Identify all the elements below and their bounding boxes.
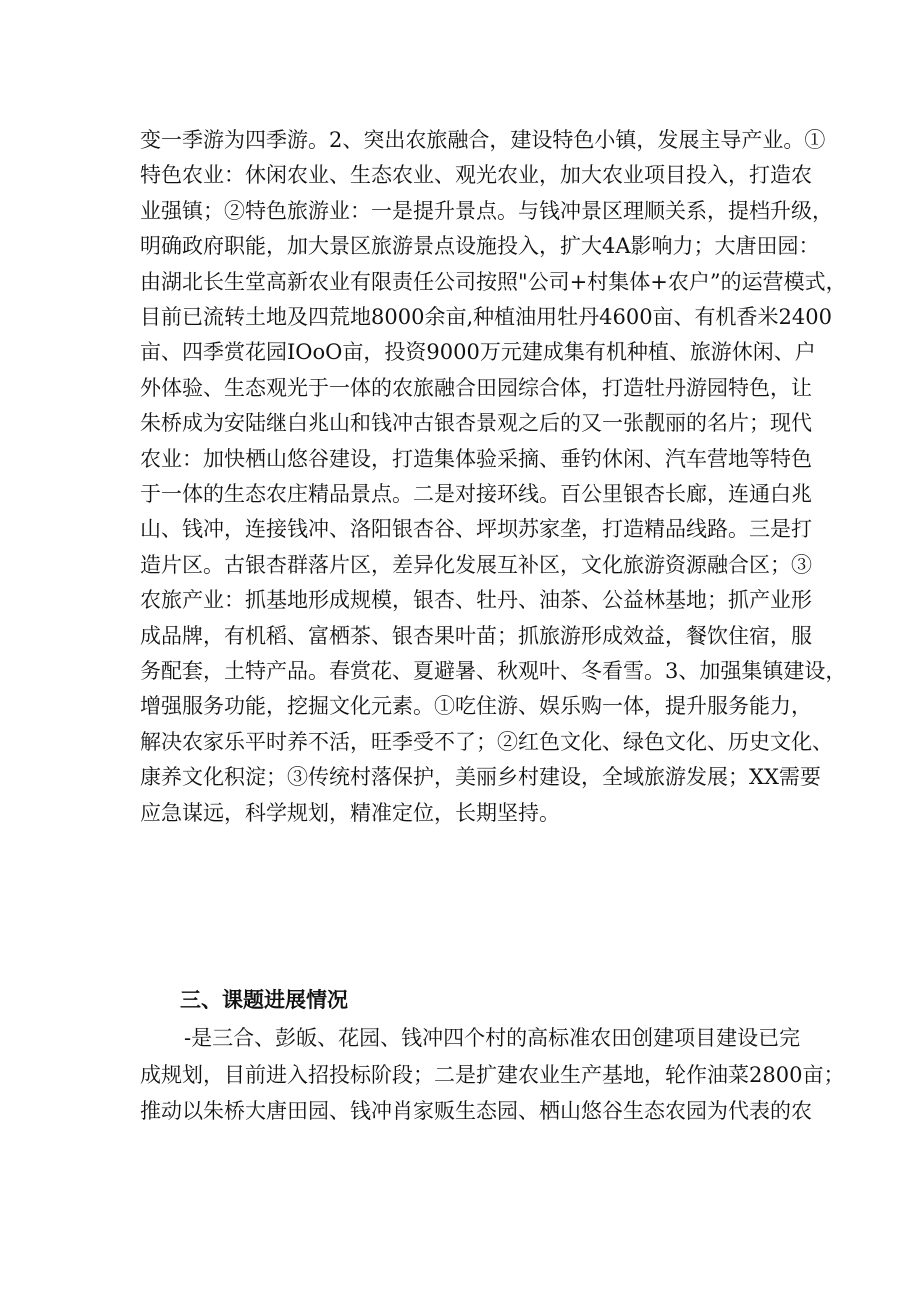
text-line: 解决农家乐平时养不活，旺季受不了；②红色文化、绿色文化、历史文化、 (140, 729, 833, 754)
section-heading: 三、课题进展情况 (180, 988, 348, 1012)
text-line: 变一季游为四季游。2、突出农旅融合，建设特色小镇，发展主导产业。① (140, 128, 826, 152)
text-line: 特色农业：休闲农业、生态农业、观光农业，加大农业项目投入，打造农 (140, 163, 812, 188)
text-line: 推动以朱桥大唐田园、钱冲肖家贩生态园、栖山悠谷生态农园为代表的农 (140, 1099, 812, 1123)
text-line: -是三合、彭皈、花园、钱冲四个村的高标准农田创建项目建设已完 (184, 1026, 801, 1050)
text-line: 应急谋远，科学规划，精准定位，长期坚持。 (140, 800, 560, 825)
text-line: 造片区。古银杏群落片区，差异化发展互补区，文化旅游资源融合区；③ (140, 552, 812, 577)
text-line: 外体验、生态观光于一体的农旅融合田园综合体，打造牡丹游园特色，让 (140, 375, 812, 400)
text-line: 增强服务功能，挖掘文化元素。①吃住游、娱乐购一体，提升服务能力， (140, 694, 812, 719)
text-line: 农旅产业：抓基地形成规模，银杏、牡丹、油茶、公益林基地；抓产业形 (140, 588, 812, 613)
text-line: 目前已流转土地及四荒地8000余亩,种植油用牡丹4600亩、有机香米2400 (140, 305, 833, 329)
text-line: 成品牌，有机稻、富栖茶、银杏果叶苗；抓旅游形成效益，餐饮住宿，服 (140, 623, 812, 648)
text-line: 亩、四季赏花园IOoO亩，投资9000万元建成集有机种植、旅游休闲、户 (140, 340, 816, 365)
text-line: 农业：加快栖山悠谷建设，打造集体验采摘、垂钓休闲、汽车营地等特色 (140, 446, 812, 471)
text-line: 朱桥成为安陆继白兆山和钱冲古银杏景观之后的又一张靓丽的名片；现代 (140, 411, 812, 436)
text-line: 由湖北长生堂高新农业有限责任公司按照"公司+村集体+农户”的运营模式， (140, 269, 847, 294)
text-line: 明确政府职能，加大景区旅游景点设施投入，扩大4A影响力；大唐田园： (140, 234, 820, 259)
text-line: 务配套，土特产品。春赏花、夏避暑、秋观叶、冬看雪。3、加强集镇建设， (140, 659, 847, 683)
text-line: 于一体的生态农庄精品景点。二是对接环线。百公里银杏长廊，连通白兆 (140, 482, 812, 506)
text-line: 康养文化积淀；③传统村落保护，美丽乡村建设，全域旅游发展；XX需要 (140, 765, 821, 790)
text-line: 业强镇；②特色旅游业：一是提升景点。与钱冲景区理顺关系，提档升级， (140, 198, 833, 223)
text-line: 山、钱冲，连接钱冲、洛阳银杏谷、坪坝苏家垄，打造精品线路。三是打 (140, 517, 812, 542)
text-line: 成规划，目前进入招投标阶段；二是扩建农业生产基地，轮作油菜2800亩； (140, 1062, 845, 1087)
